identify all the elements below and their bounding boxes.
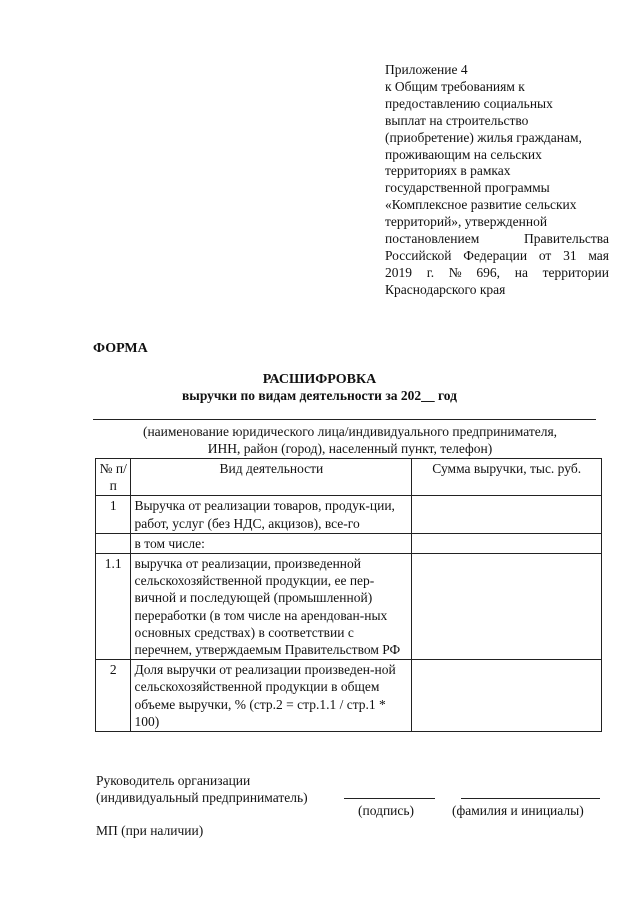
org-caption-line: ИНН, район (город), населенный пункт, телефон) <box>207 441 493 456</box>
word: от <box>538 247 552 263</box>
word: № <box>448 264 462 280</box>
name-caption: (фамилия и инициалы) <box>452 803 584 818</box>
header-sum: Сумма выручки, тыс. руб. <box>412 459 602 496</box>
appendix-line: к Общим требованиям к <box>385 78 525 94</box>
cell-sum <box>412 533 602 553</box>
name-line <box>461 798 600 799</box>
cell-activity: Доля выручки от реализации произведен-ной сельскохозяйственной продукции в общем объеме выручки, % (стр.2 = стр.1.1 / стр.1 * 100) <box>131 660 412 732</box>
header-num: № п/п <box>96 459 131 496</box>
table-header-row <box>96 459 602 496</box>
appendix-line-justified <box>385 231 609 248</box>
document-subtitle: выручки по видам деятельности за 202__ год <box>181 388 457 403</box>
table-row <box>96 533 602 553</box>
table-row <box>96 554 602 660</box>
word: Российской <box>385 247 452 263</box>
form-label: ФОРМА <box>93 341 148 356</box>
appendix-line-justified <box>385 248 609 265</box>
signature-block <box>96 772 308 806</box>
word: 2019 <box>385 264 412 280</box>
signatory-title: Руководитель организации <box>96 773 251 788</box>
word: территории <box>542 264 609 280</box>
cell-sum <box>412 660 602 732</box>
appendix-line: (приобретение) жилья гражданам, <box>385 129 582 145</box>
revenue-table <box>95 458 602 732</box>
appendix-line: выплат на строительство <box>385 112 529 128</box>
cell-activity: в том числе: <box>131 533 412 553</box>
cell-activity: Выручка от реализации товаров, продук-ции, работ, услуг (без НДС, акцизов), все-го <box>131 496 412 533</box>
word: Федерации <box>463 247 528 263</box>
appendix-note <box>385 62 609 299</box>
table-row <box>96 660 602 732</box>
appendix-line: территориях в рамках <box>385 163 511 179</box>
appendix-line-justified <box>385 265 609 282</box>
signature-caption: (подпись) <box>358 803 415 818</box>
word: г. <box>426 264 435 280</box>
header-activity: Вид деятельности <box>131 459 412 496</box>
cell-sum <box>412 554 602 660</box>
cell-num: 1.1 <box>96 554 131 660</box>
word: 31 <box>563 247 577 263</box>
cell-num: 2 <box>96 660 131 732</box>
signatory-subtitle: (индивидуальный предприниматель) <box>96 790 308 805</box>
signature-line <box>344 798 435 799</box>
org-name-line <box>93 419 596 420</box>
table-row <box>96 496 602 533</box>
cell-sum <box>412 496 602 533</box>
appendix-line: государственной программы <box>385 180 550 196</box>
cell-activity: выручка от реализации, произведенной сельскохозяйственной продукции, ее пер-вичной и последующей (промышленной) переработки (в том числе на арендован-ных основных средствах) в соответствии с перечнем, утверждаемым Правительством РФ <box>131 554 412 660</box>
word: 696, <box>476 264 501 280</box>
appendix-line: Краснодарского края <box>385 281 506 297</box>
word: мая <box>588 247 609 263</box>
appendix-line: «Комплексное развитие сельских <box>385 197 577 213</box>
appendix-line: предоставлению социальных <box>385 95 553 111</box>
appendix-line: Приложение 4 <box>385 62 468 77</box>
word: Правительства <box>524 231 609 247</box>
org-caption-line: (наименование юридического лица/индивидуального предпринимателя, <box>142 424 558 439</box>
cell-num: 1 <box>96 496 131 533</box>
org-caption <box>100 423 600 457</box>
appendix-line: проживающим на сельских <box>385 146 542 162</box>
word: на <box>514 264 528 280</box>
appendix-line: территорий», утвержденной <box>385 214 548 230</box>
word: постановлением <box>385 231 480 247</box>
stamp-note: МП (при наличии) <box>96 823 204 838</box>
cell-num <box>96 533 131 553</box>
document-title: РАСШИФРОВКА <box>262 372 377 387</box>
